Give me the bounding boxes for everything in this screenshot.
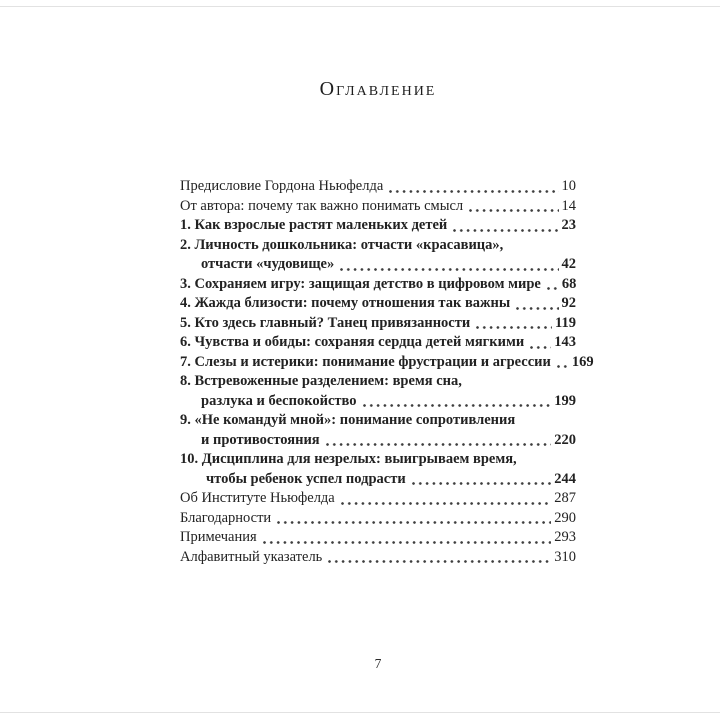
toc-page-number: 244	[554, 470, 576, 487]
toc-entry-text: 4. Жажда близости: почему отношения так важны	[180, 295, 511, 311]
toc-page-number: 68	[561, 275, 577, 292]
toc-page-number: 290	[554, 509, 576, 526]
toc-page-number: 199	[554, 392, 576, 409]
toc-entry-text: Об Институте Ньюфелда	[180, 490, 335, 506]
toc-entry	[180, 489, 576, 509]
dot-leader	[557, 365, 569, 368]
dot-leader	[389, 190, 558, 193]
dot-leader	[328, 560, 551, 563]
toc-entry	[180, 236, 576, 275]
toc-entry-text: 1. Как взрослые растят маленьких детей	[180, 217, 448, 233]
dot-leader	[516, 307, 558, 310]
toc-entry	[180, 294, 576, 314]
toc-entry-text: 2. Личность дошкольника: отчасти «красавица»,	[180, 236, 504, 253]
toc-entry-continuation: и противостояния	[201, 431, 320, 448]
toc-page-number: 14	[561, 197, 576, 214]
toc-entry-text: 5. Кто здесь главный? Танец привязанности	[180, 314, 471, 331]
toc-entry-text: Благодарности	[180, 509, 272, 526]
dot-leader	[547, 287, 559, 290]
toc-page-number: 143	[554, 334, 576, 350]
toc-entry-text: От автора: почему так важно понимать смысл	[180, 197, 464, 214]
toc-entry-text: 6. Чувства и обиды: сохраняя сердца детей мягкими	[180, 334, 525, 350]
dot-leader	[363, 404, 552, 407]
page-edge-top	[0, 6, 720, 7]
dot-leader	[340, 268, 558, 271]
toc-page-number: 10	[561, 178, 576, 194]
toc-entry	[180, 411, 576, 450]
dot-leader	[453, 229, 558, 232]
toc-page-number: 169	[571, 353, 594, 370]
toc-entry	[180, 528, 576, 548]
toc-entry	[180, 509, 576, 529]
dot-leader	[530, 346, 551, 349]
toc-entry	[180, 333, 576, 353]
toc-entry-text: 8. Встревоженные разделением: время сна,	[180, 373, 462, 389]
toc-page-number: 23	[561, 217, 576, 233]
toc-entry-text: 3. Сохраняем игру: защищая детство в цифровом мире	[180, 275, 541, 292]
toc-entry	[180, 548, 576, 568]
toc-page-number: 119	[555, 314, 576, 331]
dot-leader	[277, 521, 551, 524]
dot-leader	[476, 326, 552, 329]
toc-entry	[180, 353, 594, 373]
dot-leader	[263, 541, 552, 544]
toc-page-number: 310	[554, 548, 576, 565]
dot-leader	[326, 443, 552, 446]
dot-leader	[341, 502, 552, 505]
toc-entry-text: 7. Слезы и истерики: понимание фрустрации и агрессии	[180, 353, 551, 370]
toc-entry	[180, 275, 576, 295]
toc-page-number: 92	[561, 295, 576, 311]
dot-leader	[412, 482, 552, 485]
toc-entry	[180, 216, 576, 236]
toc-page-number: 287	[554, 490, 576, 506]
toc-page-number: 293	[554, 529, 576, 545]
toc-entry	[180, 177, 576, 197]
toc-page-number: 42	[561, 256, 576, 272]
page-edge-bottom	[0, 712, 720, 713]
toc-entry-text: Примечания	[180, 529, 257, 545]
toc-entry	[180, 314, 576, 334]
toc-entry-text: 10. Дисциплина для незрелых: выигрываем время,	[180, 451, 517, 467]
toc-entry-text: 9. «Не командуй мной»: понимание сопротивления	[180, 412, 516, 428]
toc-entry-continuation: разлука и беспокойство	[201, 392, 357, 409]
toc-entry-text: Предисловие Гордона Ньюфелда	[180, 178, 384, 194]
dot-leader	[469, 209, 558, 212]
toc-title: Оглавление	[319, 78, 437, 100]
toc-entry	[180, 372, 576, 411]
toc-entry-continuation: чтобы ребенок успел подрасти	[206, 470, 406, 487]
toc-page-number: 220	[554, 431, 576, 448]
folio-page-number: 7	[374, 656, 382, 671]
toc-list	[180, 177, 594, 567]
toc-entry-text: Алфавитный указатель	[180, 548, 323, 565]
toc-entry	[180, 197, 576, 217]
toc-entry-continuation: отчасти «чудовище»	[201, 256, 335, 272]
toc-entry	[180, 450, 576, 489]
